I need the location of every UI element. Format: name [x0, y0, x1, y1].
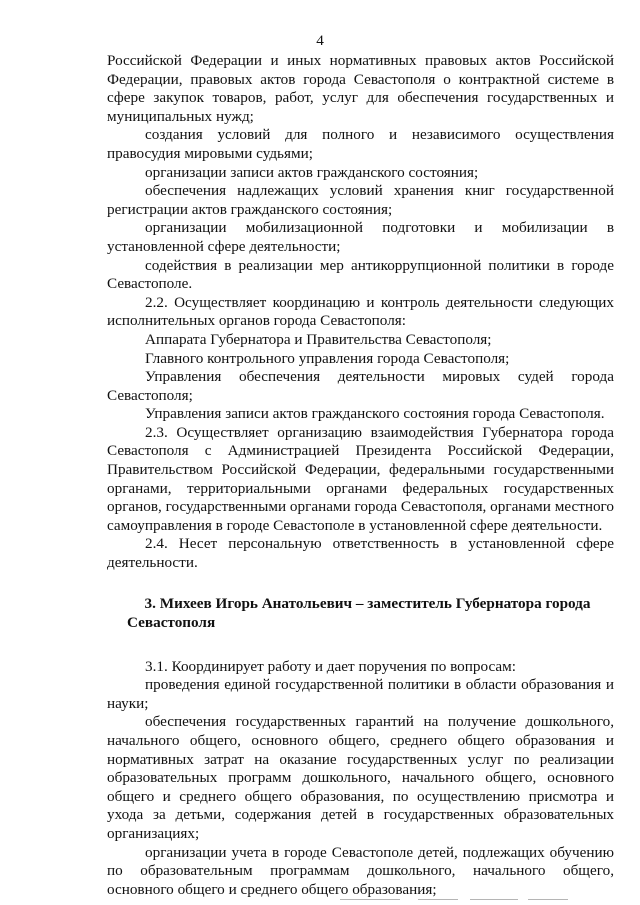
paragraph: Управления обеспечения деятельности мировых судей города Севастополя; [107, 368, 614, 404]
paragraph: Российской Федерации и иных нормативных правовых актов Российской Федерации, правовых актов города Севастополя о контрактной системе в сфере закупок товаров, работ, услуг для обеспечения государственных и муниципальных нужд; [107, 52, 614, 125]
paragraph: Аппарата Губернатора и Правительства Севастополя; [145, 330, 492, 348]
paragraph: организации учета в городе Севастополе детей, подлежащих обучению по образовательным программам дошкольного, начального общего, основного общего и среднего общего образования; [107, 843, 614, 898]
section-heading: 3. Михеев Игорь Анатольевич – заместитель Губернатора города Севастополя [127, 594, 591, 631]
paragraph: содействия в реализации мер антикоррупционной политики в городе Севастополе. [107, 256, 614, 293]
paragraph: организации мобилизационной подготовки и мобилизации в установленной сфере деятельности; [107, 219, 614, 255]
paragraph: 3.1. Координирует работу и дает поручения по вопросам: [145, 657, 516, 675]
paragraph: Управления записи актов гражданского состояния города Севастополя. [145, 405, 605, 423]
page-bottom-edge [0, 896, 640, 905]
paragraph: Главного контрольного управления города Севастополя; [145, 349, 510, 367]
paragraph: 2.3. Осуществляет организацию взаимодействия Губернатора города Севастополя с Администрацией Президента Российской Федерации, Правительством Российской Федерации, федеральными государственными органами, территориальными органами федеральных государственных органов, государственными органами города Севастополя, органами местного самоуправления в городе Севастополе в установленной сфере деятельности. [107, 423, 614, 534]
paragraph: организации записи актов гражданского состояния; [145, 163, 479, 181]
document-body [107, 52, 614, 899]
paragraph: проведения единой государственной политики в области образования и науки; [107, 676, 614, 712]
paragraph: обеспечения государственных гарантий на получение дошкольного, начального общего, основного общего, среднего общего образования и нормативных затрат на оказание государственных услуг по реализации образовательных программ дошкольного, начального общего, основного общего и среднего общего образования, по осуществлению присмотра и ухода за детьми, содержания детей в государственных образовательных организациях; [107, 713, 614, 842]
paragraph: 2.4. Несет персональную ответственность в установленной сфере деятельности. [107, 535, 614, 572]
paragraph: обеспечения надлежащих условий хранения книг государственной регистрации актов гражданского состояния; [107, 182, 614, 218]
paragraph: 2.2. Осуществляет координацию и контроль деятельности следующих исполнительных органов города Севастополя: [107, 293, 614, 330]
paragraph: создания условий для полного и независимого осуществления правосудия мировыми судьями; [107, 126, 614, 162]
section-3-content [107, 658, 614, 900]
page-number: 4 [316, 32, 324, 49]
section-2-continuation [107, 52, 614, 573]
